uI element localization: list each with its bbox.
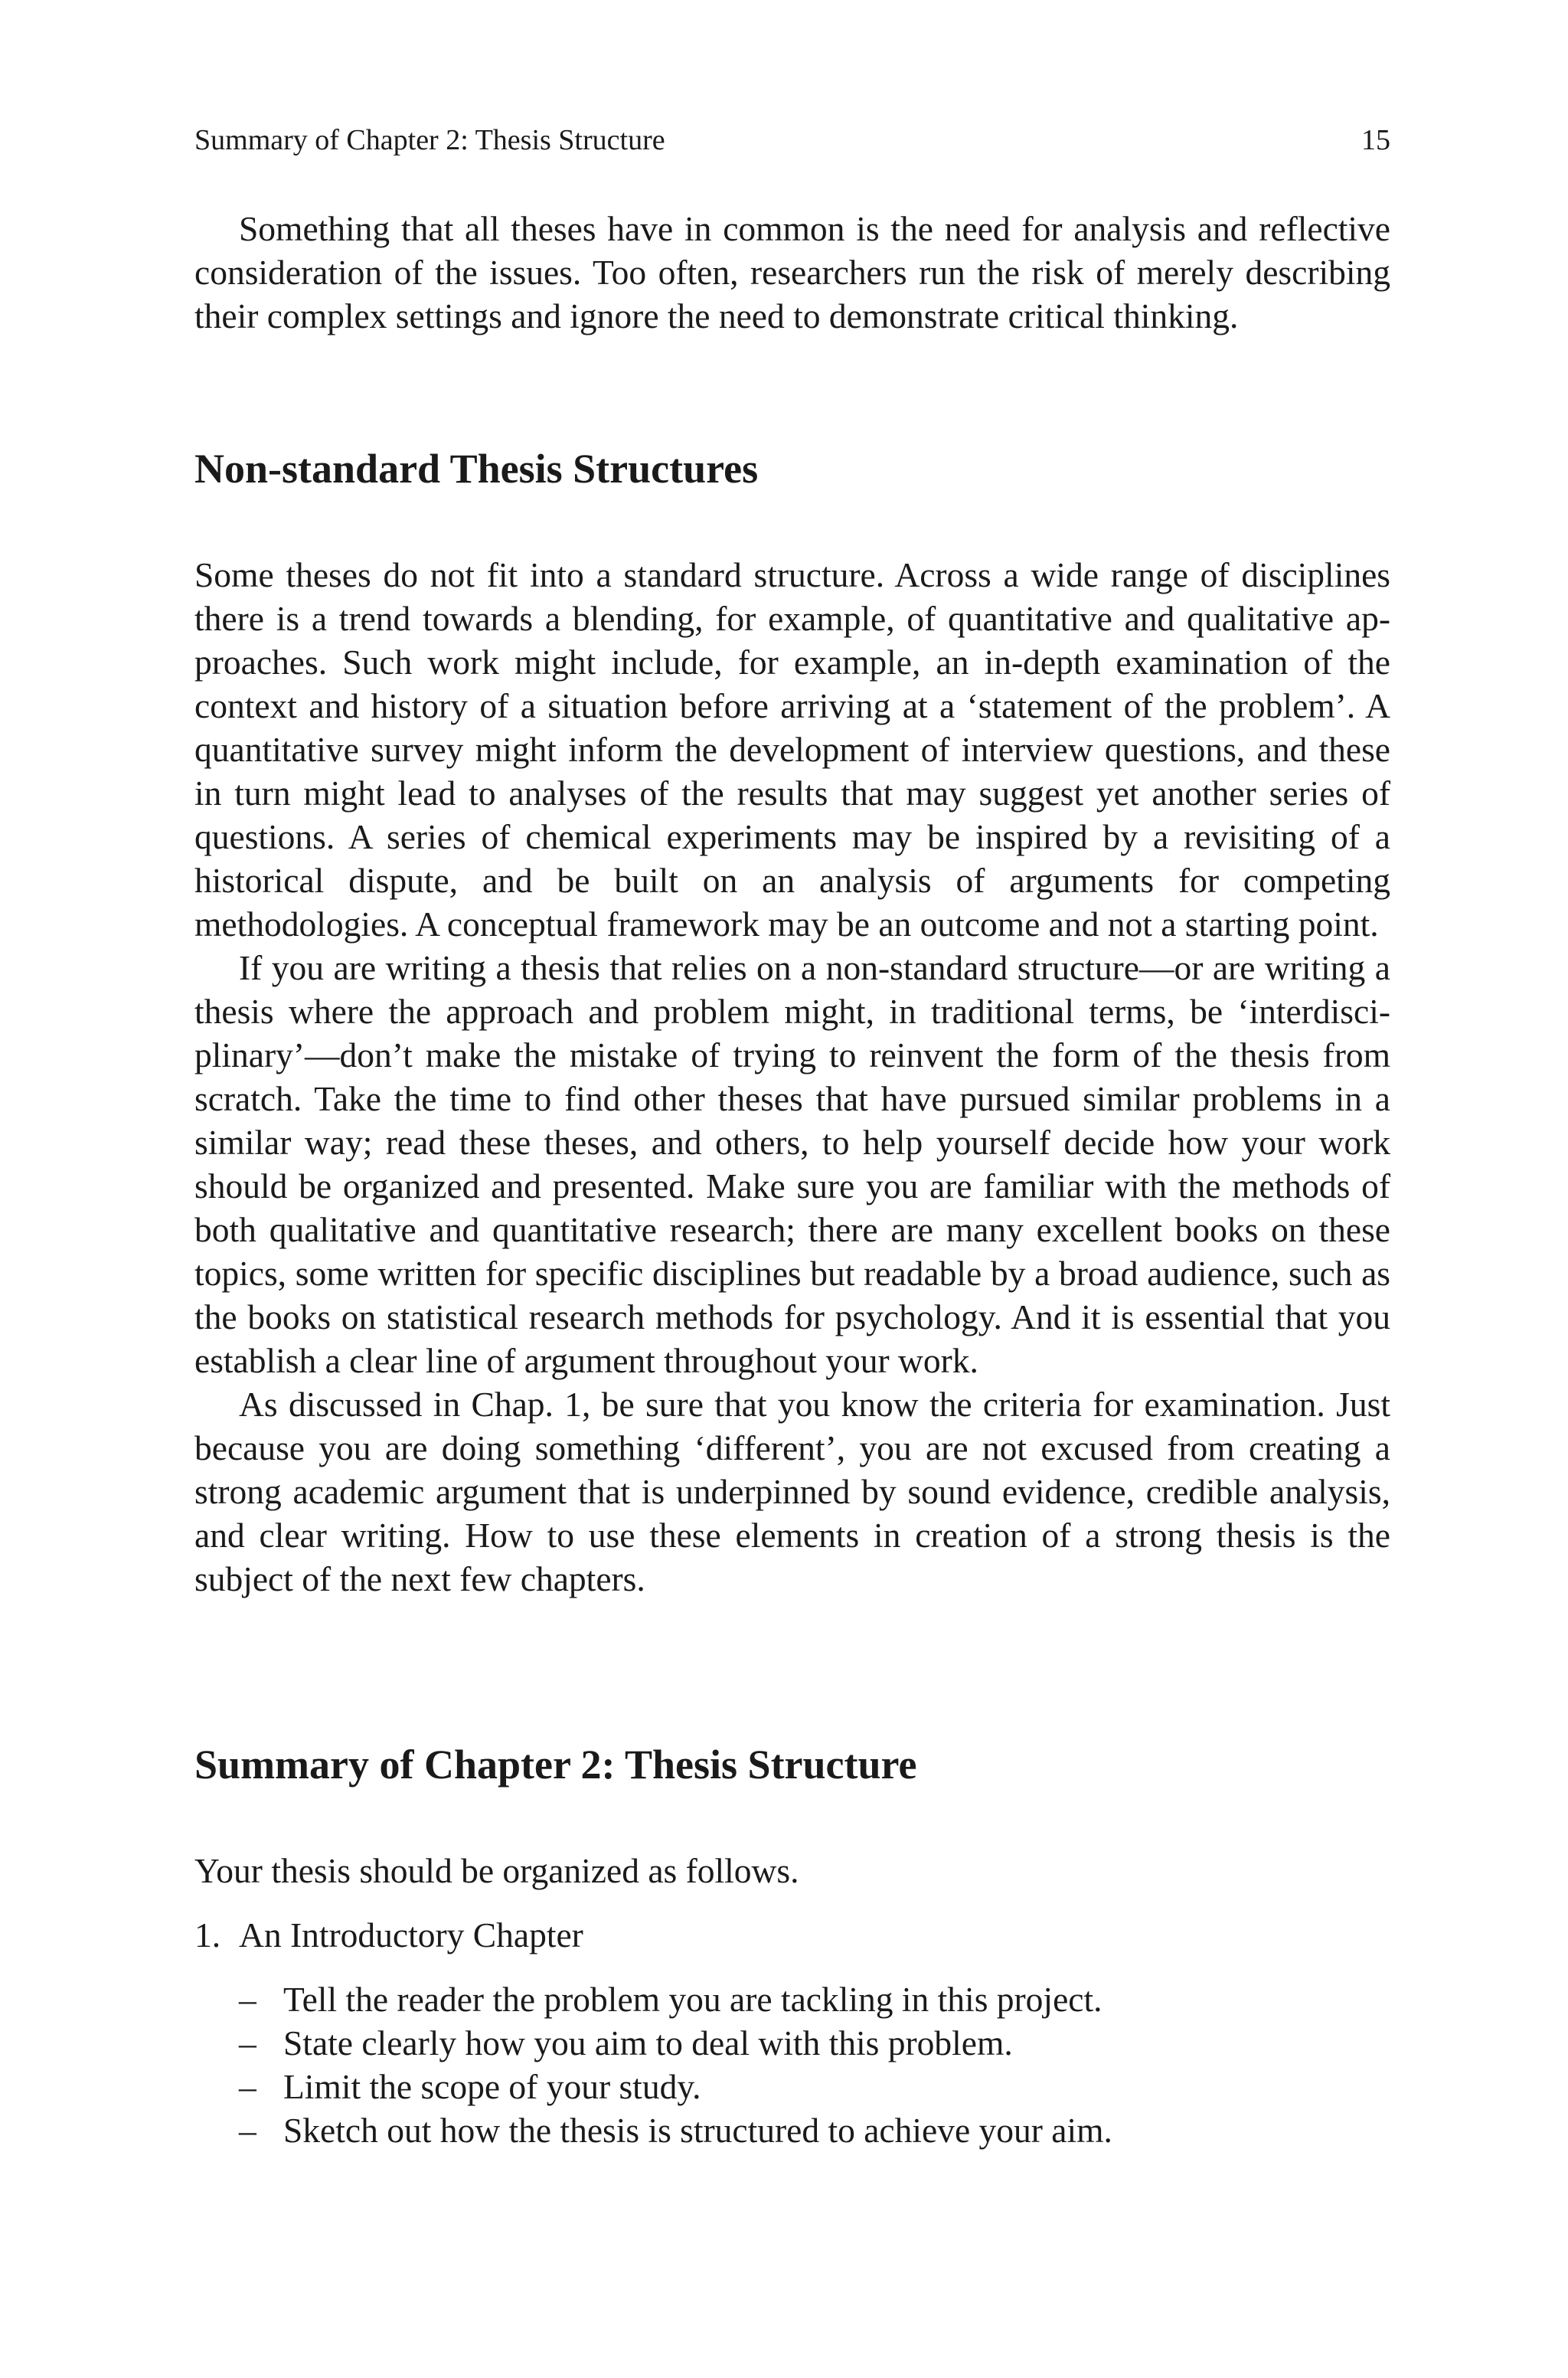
section-heading-non-standard: Non-standard Thesis Structures — [194, 446, 759, 492]
intro-paragraph: Something that all theses have in common is the need for analysis and reflective consideration of the issues. Too often, researchers run the risk of merely describing their complex settings and ignore the need to demonstrate critical thinking. — [194, 209, 1390, 335]
sub-list-item — [239, 1977, 1112, 2021]
sub-item-text: State clearly how you aim to deal with this problem. — [283, 2023, 1013, 2062]
section-heading-summary: Summary of Chapter 2: Thesis Structure — [194, 1742, 917, 1788]
section1-body — [194, 553, 1390, 1601]
sub-list-item — [239, 2065, 1112, 2108]
page-number: 15 — [1361, 124, 1390, 156]
section1-paragraph-1: Some theses do not fit into a standard structure. Across a wide range of disciplines there is a trend towards a blending, for example, of quantitative and qualitative approaches. Such work might include, for example, an in-depth examination of the context and history of a situation before arriving at a ‘statement of the problem’. A quantitative survey might inform the development of interview questions, and these in turn might lead to analyses of the results that may suggest yet another series of questions. A series of chemical experiments may be inspired by a revisiting of a historical dispute, and be built on an analysis of arguments for competing methodologies. A conceptual framework may be an outcome and not a starting point. — [194, 555, 1390, 944]
section2-lead-block — [194, 1849, 1390, 1892]
sub-list-item — [239, 2108, 1112, 2152]
section2-lead: Your thesis should be organized as follows. — [194, 1851, 799, 1890]
sub-item-list — [239, 1977, 1112, 2152]
numbered-list-item — [194, 1913, 583, 1957]
sub-item-text: Tell the reader the problem you are tackling in this project. — [283, 1980, 1102, 2019]
section1-paragraph-2: If you are writing a thesis that relies on a non-standard structure—or are writing a thesis where the approach and problem might, in traditional terms, be ‘interdisciplinary’—don’t make the mistake of trying to reinvent the form of the thesis from scratch. Take the time to find other theses that have pursued similar problems in a similar way; read these theses, and others, to help yourself decide how your work should be organized and presented. Make sure you are familiar with the methods of both qualitative and quantitative research; there are many excellent books on these topics, some written for specific disciplines but readable by a broad audience, such as the books on statistical research methods for psychology. And it is essential that you establish a clear line of argument throughout your work. — [194, 948, 1390, 1380]
list-item-label: An Introductory Chapter — [239, 1915, 583, 1954]
list-number: 1. — [194, 1915, 221, 1954]
running-head — [194, 123, 1390, 158]
section1-paragraph-3: As discussed in Chap. 1, be sure that you know the criteria for examination. Just because you are doing something ‘different’, you are not excused from creating a strong academic argument that is underpinned by sound evidence, credible analysis, and clear writing. How to use these elements in creation of a strong thesis is the subject of the next few chapters. — [194, 1385, 1390, 1598]
running-head-title: Summary of Chapter 2: Thesis Structure — [194, 124, 665, 156]
sub-list-item — [239, 2021, 1112, 2065]
dash-bullet: – — [239, 2023, 256, 2062]
dash-bullet: – — [239, 2067, 256, 2106]
dash-bullet: – — [239, 2111, 256, 2150]
intro-block — [194, 207, 1390, 338]
dash-bullet: – — [239, 1980, 256, 2019]
sub-item-text: Sketch out how the thesis is structured to achieve your aim. — [283, 2111, 1112, 2150]
sub-item-text: Limit the scope of your study. — [283, 2067, 701, 2106]
